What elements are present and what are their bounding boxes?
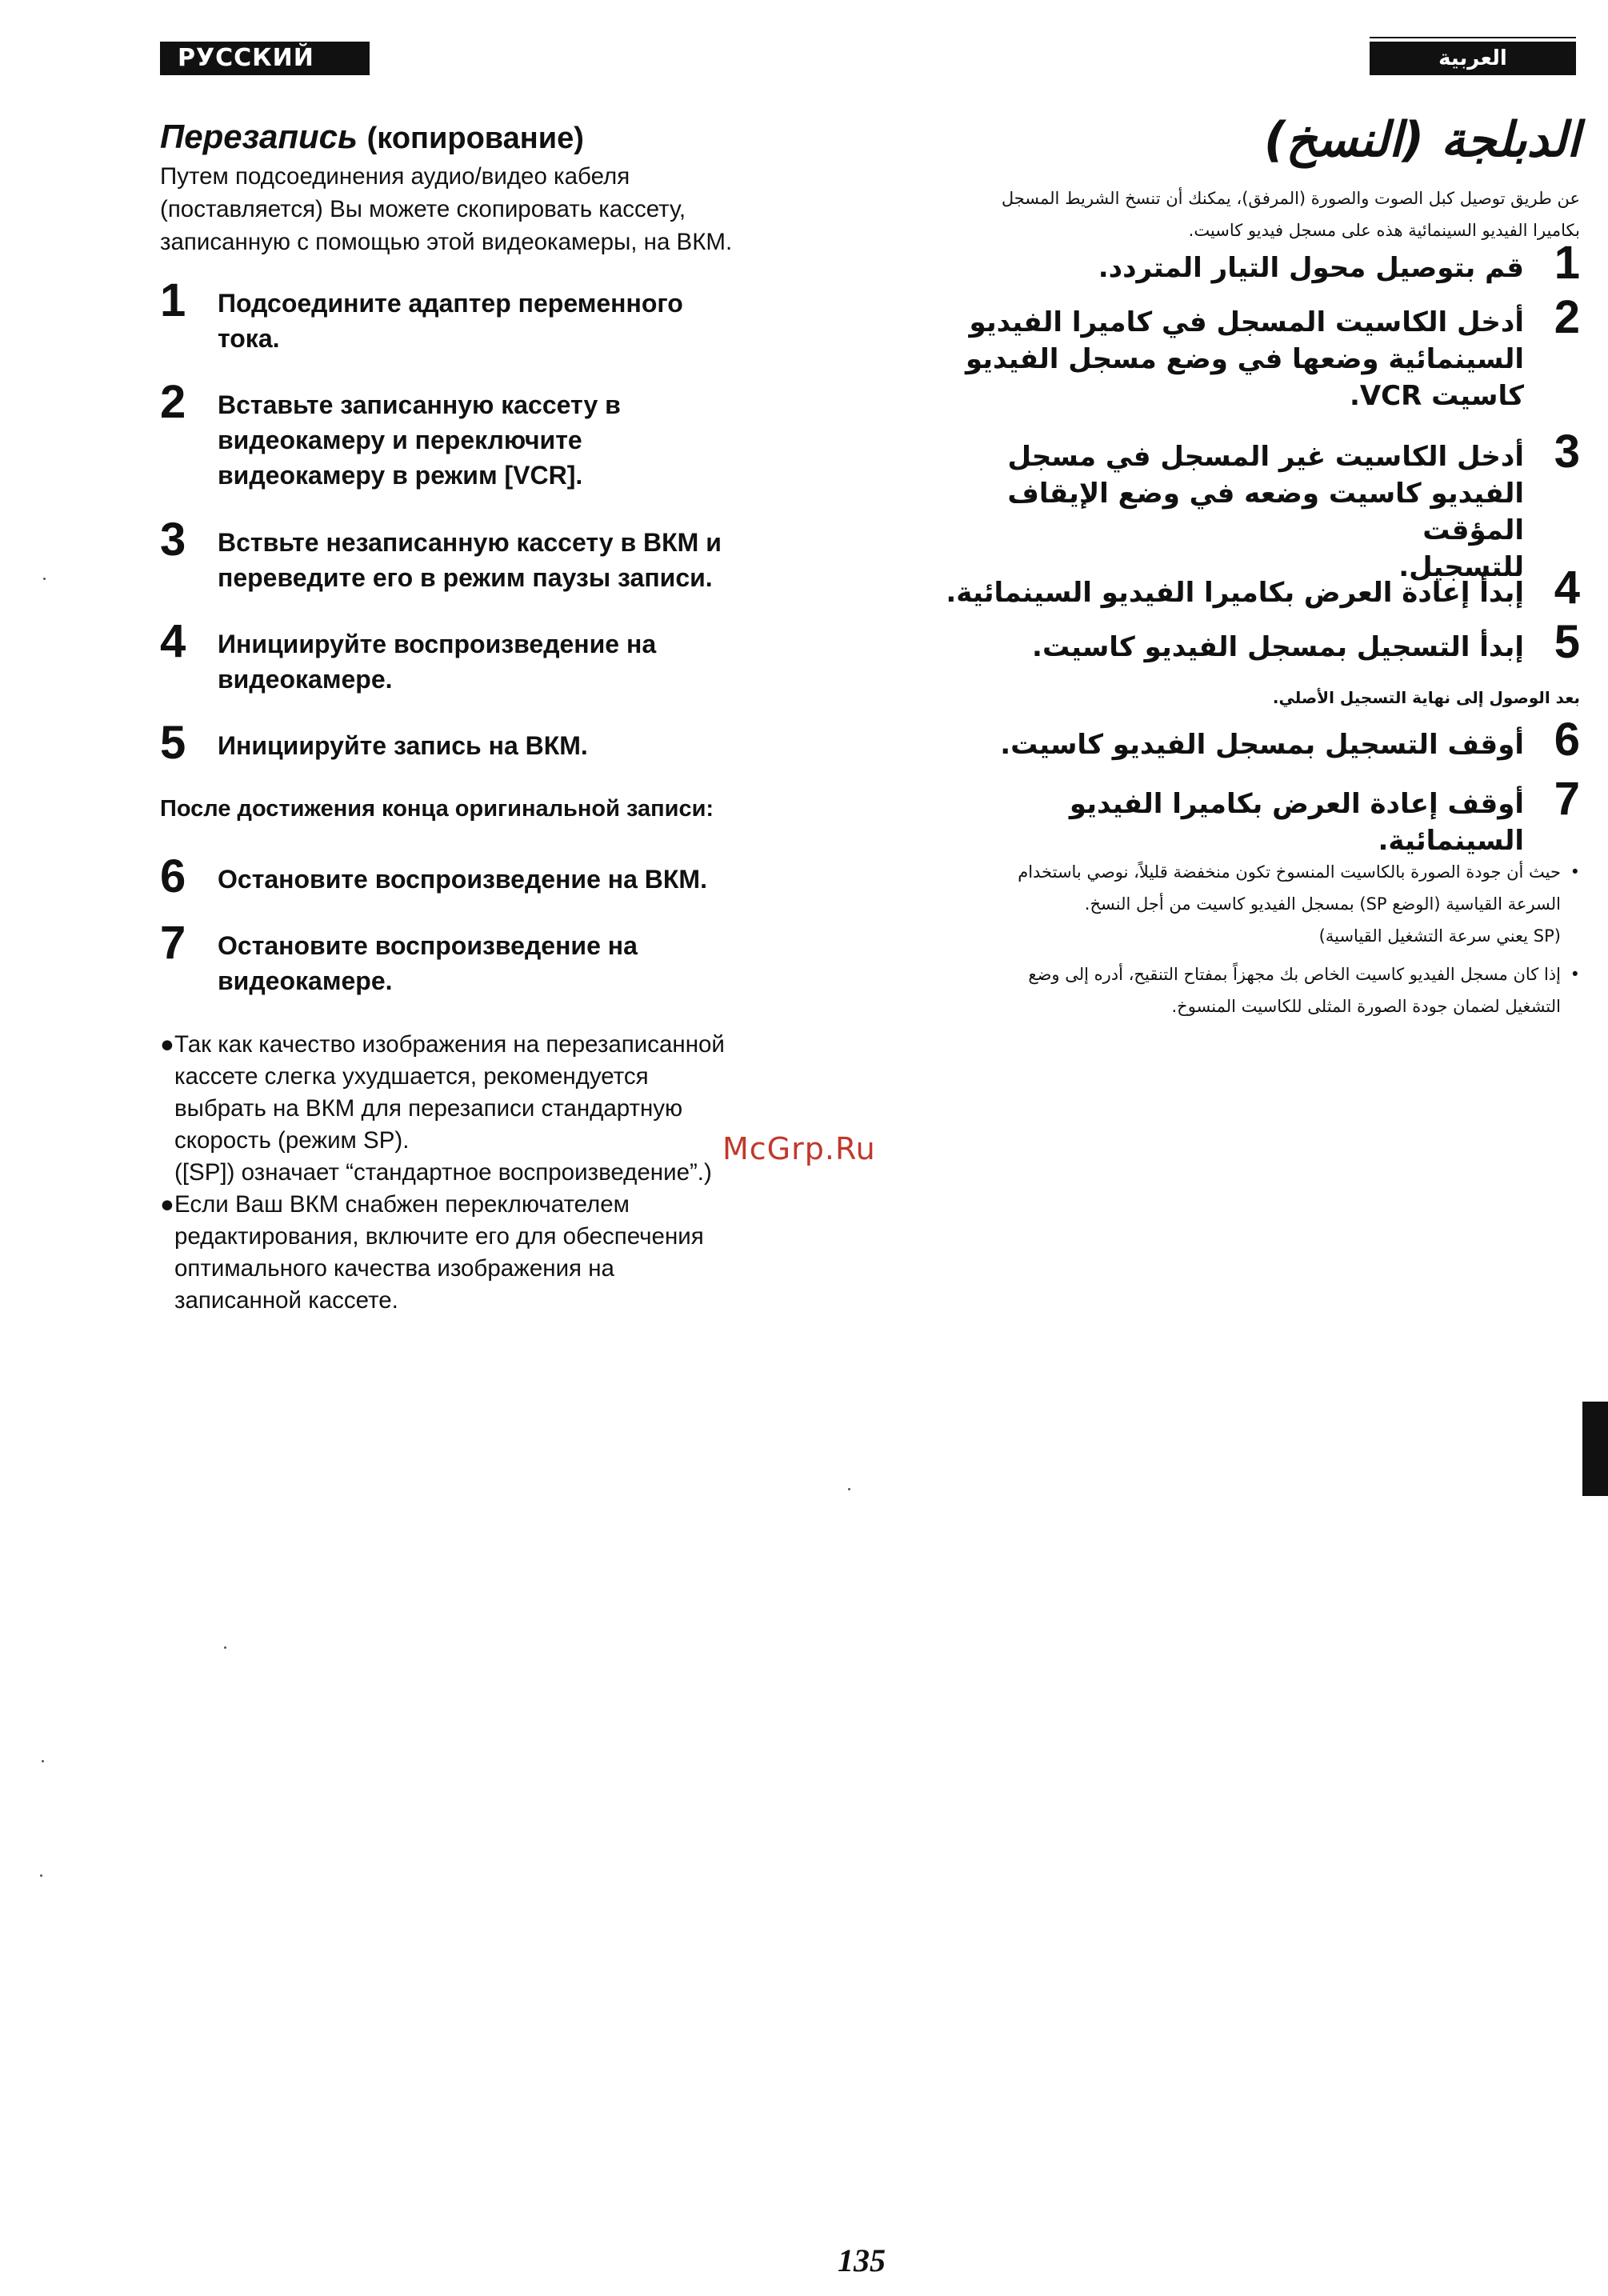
step-number: 5 bbox=[160, 717, 186, 769]
note-item bbox=[160, 1029, 816, 1189]
step-line: переведите его в режим паузы записи. bbox=[218, 563, 713, 592]
watermark-text: McGrp.Ru bbox=[722, 1131, 876, 1166]
step-text bbox=[218, 862, 810, 897]
step-line: видеокамере. bbox=[218, 665, 393, 694]
note-line: оптимального качества изображения на bbox=[174, 1255, 614, 1282]
step-text bbox=[218, 626, 810, 697]
step-number: 4 bbox=[1554, 562, 1580, 614]
after-original-heading-arabic: بعد الوصول إلى نهاية التسجيل الأصلي. bbox=[1272, 688, 1580, 707]
notes-russian bbox=[160, 1029, 816, 1317]
step-number: 2 bbox=[1554, 291, 1580, 343]
step-line: كاسيت VCR. bbox=[1349, 380, 1524, 412]
step-text bbox=[218, 387, 810, 493]
language-tab-russian: РУССКИЙ ЯЗЫК bbox=[160, 42, 370, 75]
note-line: редактирования, включите его для обеспечения bbox=[174, 1223, 704, 1250]
step-line: видеокамеру в режим [VCR]. bbox=[218, 461, 583, 490]
intro-text-russian bbox=[160, 160, 816, 258]
step-number: 4 bbox=[160, 615, 186, 667]
step-number: 6 bbox=[1554, 714, 1580, 766]
bullet: • bbox=[1570, 862, 1580, 882]
intro-line: записанную с помощью этой видеокамеры, на ВКМ. bbox=[160, 229, 733, 255]
note-line: التشغيل لضمان جودة الصورة المثلى للكاسيت المنسوخ. bbox=[1171, 997, 1561, 1016]
scan-speck bbox=[43, 578, 46, 580]
step-text bbox=[916, 438, 1524, 586]
step-line: Остановите воспроизведение на bbox=[218, 931, 638, 960]
note-line: ([SP]) означает “стандартное воспроизведение”.) bbox=[174, 1159, 712, 1186]
step-number: 3 bbox=[160, 514, 186, 566]
step-line: Инициируйте запись на ВКМ. bbox=[218, 731, 588, 760]
step-number: 3 bbox=[1554, 426, 1580, 478]
step-line: أوقف التسجيل بمسجل الفيديو كاسيت. bbox=[1000, 729, 1524, 761]
after-original-heading: После достижения конца оригинальной записи: bbox=[160, 796, 714, 822]
intro-line: Путем подсоединения аудио/видео кабеля bbox=[160, 163, 630, 190]
step-line: إبدأ إعادة العرض بكاميرا الفيديو السينمائية. bbox=[946, 577, 1524, 609]
scan-speck bbox=[224, 1646, 226, 1649]
step-text bbox=[218, 928, 810, 998]
step-text bbox=[916, 250, 1524, 286]
step-text bbox=[916, 629, 1524, 666]
note-line: Так как качество изображения на перезаписанной bbox=[174, 1031, 725, 1058]
language-tab-arabic: العربية bbox=[1370, 42, 1576, 75]
note-line: إذا كان مسجل الفيديو كاسيت الخاص بك مجهزاً بمفتاح التنقيح، أدره إلى وضع bbox=[1028, 965, 1561, 984]
note-line: Если Ваш ВКМ снабжен переключателем bbox=[174, 1191, 630, 1218]
step-line: Вствьте незаписанную кассету в ВКМ и bbox=[218, 528, 722, 557]
step-number: 2 bbox=[160, 376, 186, 428]
step-line: Остановите воспроизведение на ВКМ. bbox=[218, 865, 707, 894]
notes-arabic bbox=[900, 856, 1580, 1029]
bullet: ● bbox=[160, 1031, 174, 1058]
intro-line: (поставляется) Вы можете скопировать кассету, bbox=[160, 196, 686, 222]
step-number: 7 bbox=[160, 917, 186, 969]
title-main: Перезапись bbox=[160, 118, 358, 155]
step-text bbox=[916, 726, 1524, 763]
section-title-russian bbox=[160, 118, 584, 156]
step-number: 5 bbox=[1554, 616, 1580, 668]
step-line: Инициируйте воспроизведение на bbox=[218, 630, 657, 658]
page-edge-index-tab bbox=[1582, 1402, 1608, 1496]
step-line: Подсоедините адаптер переменного bbox=[218, 289, 683, 318]
step-text bbox=[218, 286, 810, 356]
scan-speck bbox=[42, 1760, 44, 1762]
step-line: видеокамере. bbox=[218, 966, 393, 995]
step-line: أدخل الكاسيت غير المسجل في مسجل bbox=[1007, 441, 1524, 473]
note-line: скорость (режим SP). bbox=[174, 1127, 410, 1154]
note-line: записанной кассете. bbox=[174, 1287, 398, 1314]
step-text bbox=[916, 304, 1524, 414]
bullet: ● bbox=[160, 1191, 174, 1218]
step-line: тока. bbox=[218, 324, 280, 353]
note-item bbox=[900, 856, 1580, 952]
step-number: 7 bbox=[1554, 773, 1580, 825]
step-line: قم بتوصيل محول التيار المتردد. bbox=[1098, 252, 1524, 284]
step-line: أدخل الكاسيت المسجل في كاميرا الفيديو bbox=[969, 306, 1524, 338]
step-text bbox=[218, 728, 810, 763]
step-number: 1 bbox=[1554, 237, 1580, 289]
step-line: видеокамеру и переключите bbox=[218, 426, 582, 454]
note-line: السرعة القياسية (الوضع SP) بمسجل الفيديو كاسيت من أجل النسخ. bbox=[1084, 894, 1561, 914]
step-line: أوقف إعادة العرض بكاميرا الفيديو السينمائية. bbox=[1069, 788, 1524, 857]
intro-line: عن طريق توصيل كبل الصوت والصورة (المرفق)، يمكنك أن تنسخ الشريط المسجل bbox=[1001, 189, 1580, 208]
page-number: 135 bbox=[838, 2242, 886, 2278]
step-text bbox=[218, 525, 810, 595]
note-item bbox=[900, 958, 1580, 1022]
section-title-arabic: الدبلجة (النسخ) bbox=[1264, 112, 1580, 168]
step-text bbox=[916, 574, 1524, 611]
step-text bbox=[916, 786, 1524, 859]
step-line: للتسجيل. bbox=[1398, 551, 1524, 583]
scan-speck bbox=[40, 1874, 42, 1877]
note-item bbox=[160, 1189, 816, 1317]
step-line: الفيديو كاسيت وضعه في وضع الإيقاف المؤقت bbox=[1007, 478, 1524, 546]
step-line: Вставьте записанную кассету в bbox=[218, 390, 621, 419]
step-line: السينمائية وضعها في وضع مسجل الفيديو bbox=[965, 343, 1524, 375]
intro-text-arabic bbox=[892, 182, 1580, 246]
note-line: حيث أن جودة الصورة بالكاسيت المنسوخ تكون منخفضة قليلاً، نوصي باستخدام bbox=[1018, 862, 1561, 882]
note-line: выбрать на ВКМ для перезаписи стандартную bbox=[174, 1095, 683, 1122]
title-sub: (копирование) bbox=[366, 122, 584, 155]
intro-line: بكاميرا الفيديو السينمائية هذه على مسجل فيديو كاسيت. bbox=[1188, 221, 1580, 240]
bullet: • bbox=[1570, 965, 1580, 984]
note-line: (SP يعني سرعة التشغيل القياسية) bbox=[1318, 926, 1561, 946]
scan-speck bbox=[848, 1488, 850, 1490]
note-line: кассете слегка ухудшается, рекомендуется bbox=[174, 1063, 649, 1090]
step-number: 6 bbox=[160, 850, 186, 902]
step-number: 1 bbox=[160, 274, 186, 326]
step-line: إبدأ التسجيل بمسجل الفيديو كاسيت. bbox=[1032, 631, 1524, 663]
